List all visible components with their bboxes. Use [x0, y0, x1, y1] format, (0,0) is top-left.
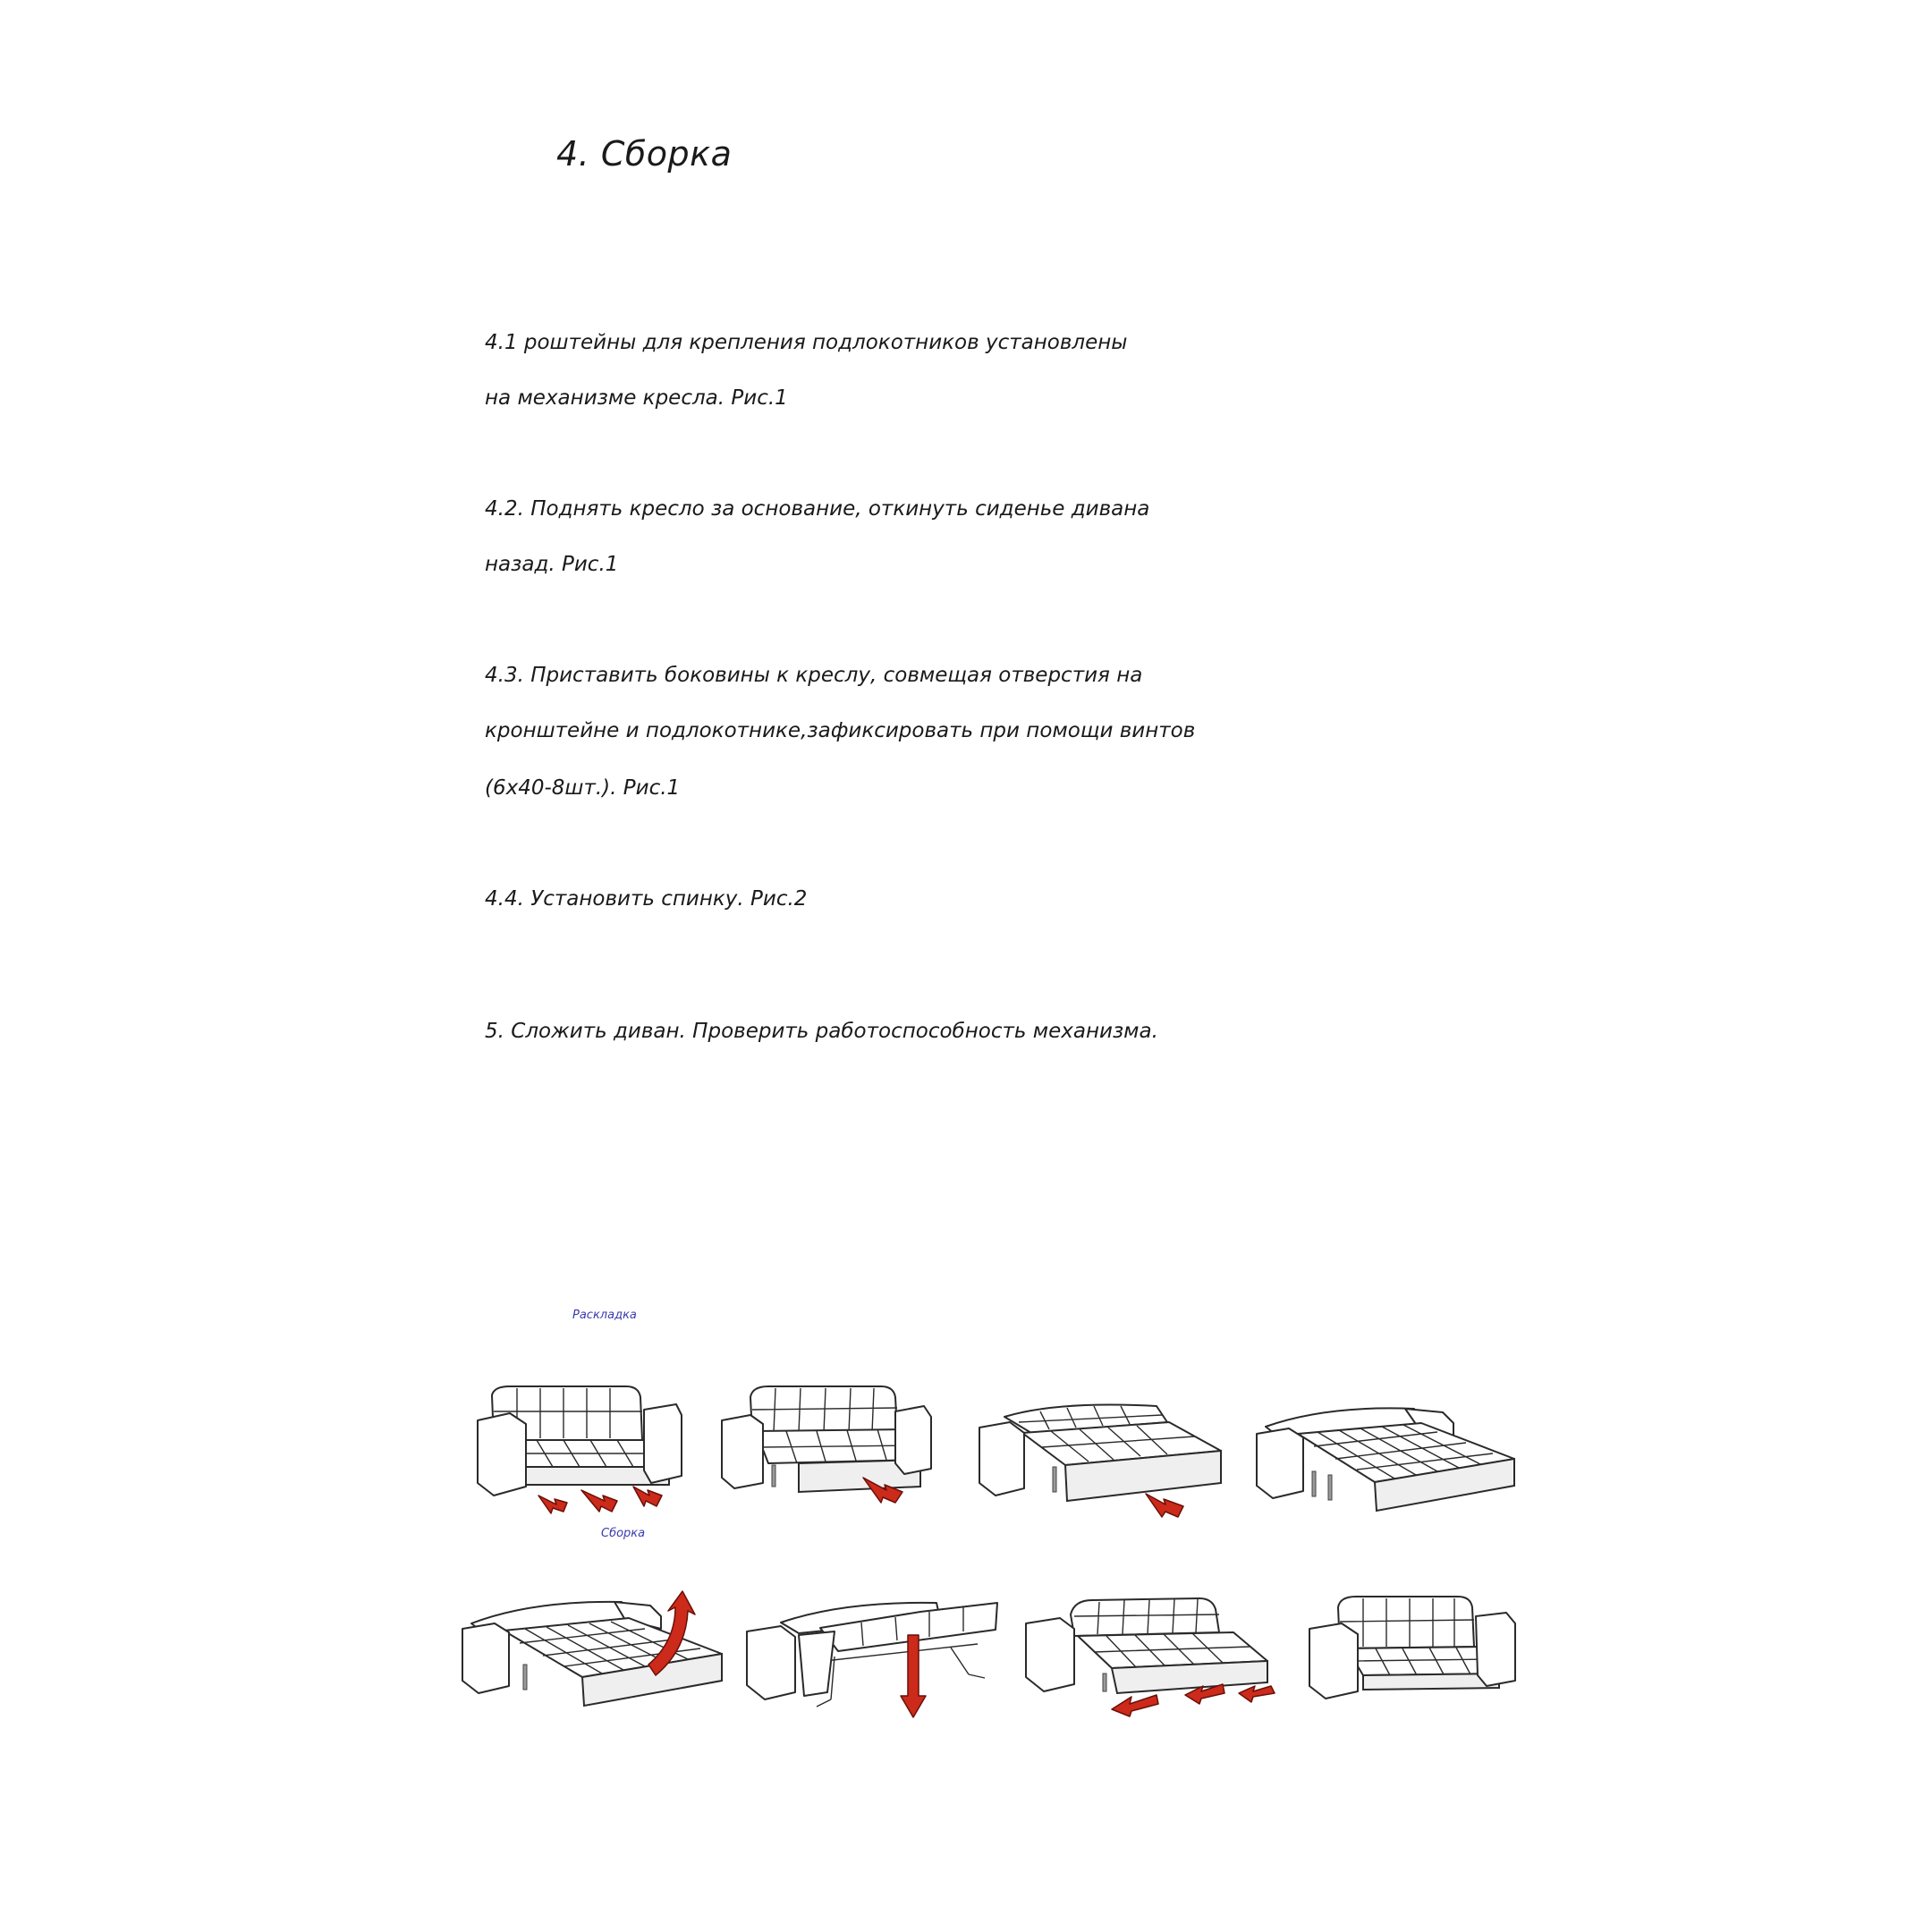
caption-assembly: Сборка [601, 1527, 646, 1540]
instruction-line: 4.3. Приставить боковины к креслу, совмещая отверстия на [485, 664, 1143, 687]
instruction-line: 4.4. Установить спинку. Рис.2 [485, 887, 808, 911]
instruction-line: (6х40-8шт.). Рис.1 [485, 776, 681, 800]
sofa-step-4 [1255, 1400, 1523, 1534]
instruction-line: кронштейне и подлокотнике,зафиксировать при помощи винтов [485, 719, 1196, 742]
instruction-line: 4.2. Поднять кресло за основание, откинуть сиденье дивана [485, 497, 1150, 521]
sofa-step-5 [461, 1588, 729, 1731]
instruction-line: на механизме кресла. Рис.1 [485, 386, 788, 410]
sofa-step-1 [474, 1377, 689, 1521]
sofa-step-3 [978, 1395, 1228, 1538]
instruction-line: 4.1 роштейны для крепления подлокотников установлены [485, 331, 1128, 354]
sofa-step-8 [1308, 1588, 1522, 1722]
sofa-step-2 [720, 1377, 944, 1521]
section-heading: 4. Сборка [556, 134, 733, 174]
sofa-step-6 [745, 1592, 1004, 1726]
sofa-step-7 [1024, 1588, 1284, 1740]
caption-unfold: Раскладка [572, 1309, 637, 1322]
instruction-line: 5. Сложить диван. Проверить работоспособность механизма. [485, 1020, 1158, 1043]
instruction-line: назад. Рис.1 [485, 553, 619, 576]
